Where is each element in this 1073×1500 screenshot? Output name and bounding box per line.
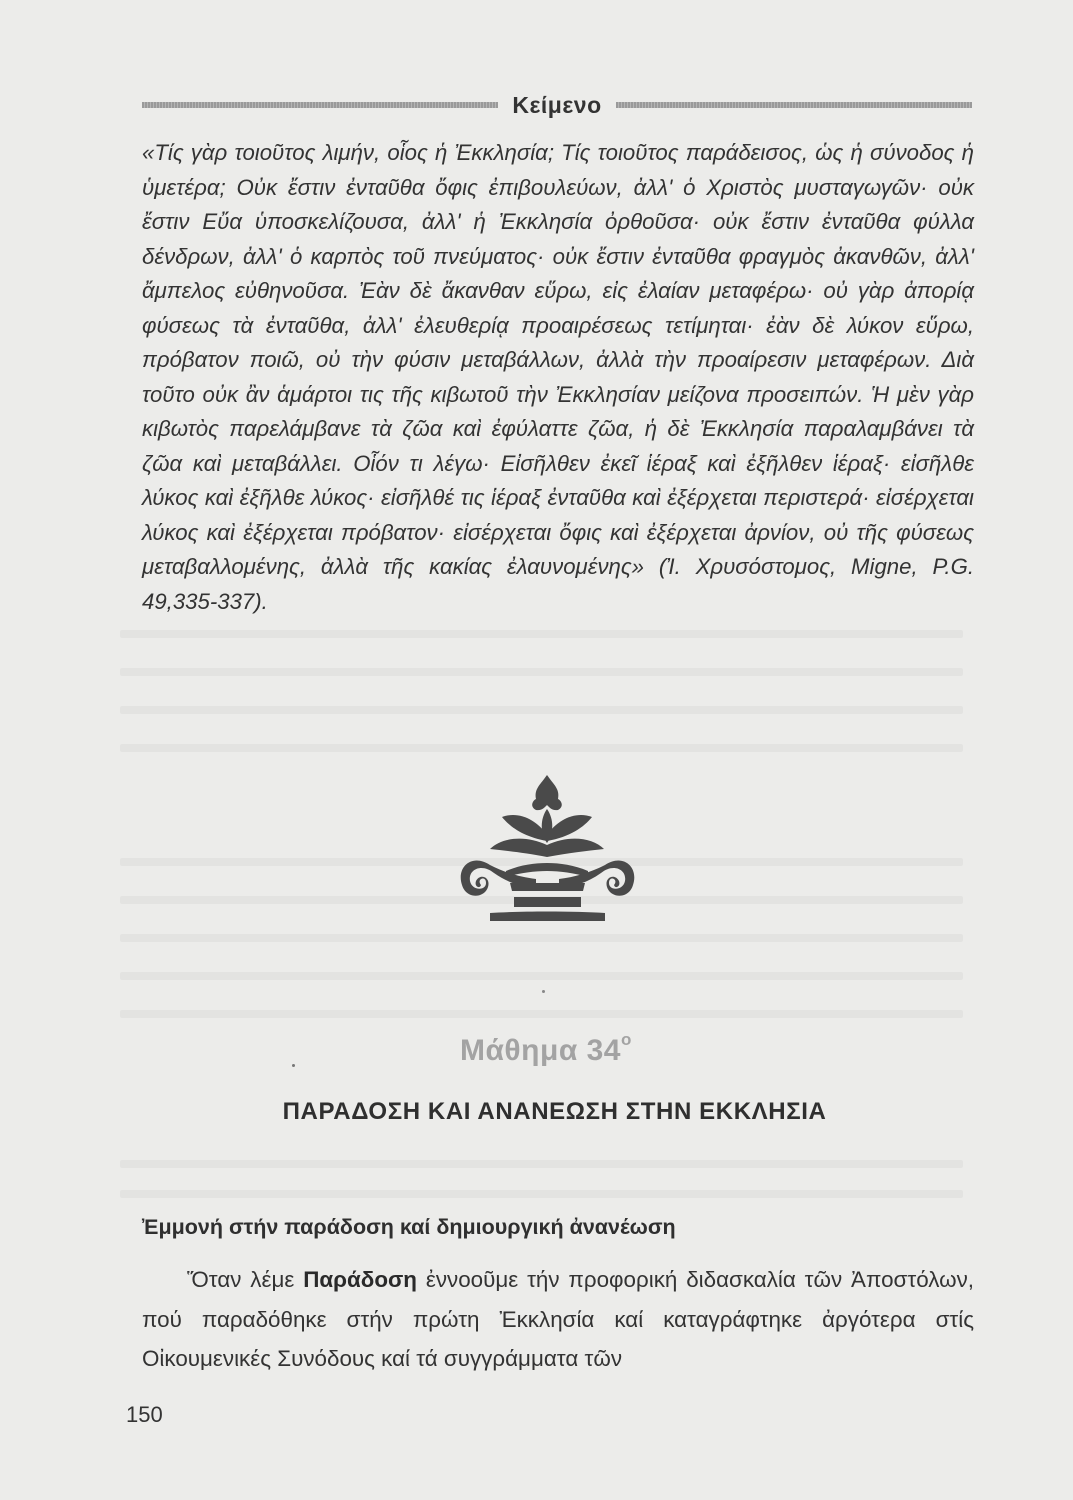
bleed-through-line — [120, 1010, 963, 1018]
para-rest: ἐννοοῦμε τήν προφορική διδασκαλία τῶν Ἀποστόλων, πού παραδόθηκε στήν πρώτη Ἐκκλησία καί καταγράφτηκε ἀργότερα στίς Οἰκουμενικές Συνόδους καί τά συγγράμματα τῶν — [142, 1267, 974, 1371]
chapter-title: ΠΑΡΑΔΟΣΗ ΚΑΙ ΑΝΑΝΕΩΣΗ ΣΤΗΝ ΕΚΚΛΗΣΙΑ — [282, 1098, 827, 1125]
para-term-tradition: Παράδοση — [303, 1267, 417, 1292]
body-paragraph — [142, 1260, 974, 1379]
bleed-through-line — [120, 744, 963, 752]
lesson-label: Μάθημα 34 — [460, 1034, 621, 1067]
section-header — [142, 88, 972, 122]
header-rule-left — [142, 102, 498, 108]
stray-dot — [542, 990, 545, 993]
chrysostom-quote: «Τίς γὰρ τοιοῦτος λιμήν, οἷος ἡ Ἐκκλησία; Τίς τοιοῦτος παράδεισος, ὡς ἡ σύνοδος ἡ ὑμετέρα; Οὐκ ἔστιν ἐνταῦθα ὄφις ἐπιβουλεύων, ἀλλ' ὁ Χριστὸς μυσταγωγῶν· οὐκ ἔστιν Εὔα ὑποσκελίζουσα, ἀλλ' ἡ Ἐκκλησία ὀρθοῦσα· οὐκ ἔστιν ἐνταῦθα φύλλα δένδρων, ἀλλ' ὁ καρπὸς τοῦ πνεύματος· οὐκ ἔστιν ἐνταῦθα φραγμὸς ἀκανθῶν, ἀλλ' ἄμπελος εὐθηνοῦσα. Ἐὰν δὲ ἄκανθαν εὕρω, εἰς ἐλαίαν μεταφέρω· οὐ γὰρ ἀπορίᾳ φύσεως τὰ ἐνταῦθα, ἀλλ' ἐλευθερίᾳ προαιρέσεως τετίμηται· ἐὰν δὲ λύκον εὕρω, πρόβατον ποιῶ, οὐ τὴν φύσιν μεταβάλλων, ἀλλὰ τὴν προαίρεσιν μεταφέρων. Διὰ τοῦτο οὐκ ἂν ἁμάρτοι τις τῆς κιβωτοῦ τὴν Ἐκκλησίαν μείζονα προσειπών. Ἡ μὲν γὰρ κιβωτὸς παρελάμβανε τὰ ζῶα καὶ ἐφύλαττε ζῶα, ἡ δὲ Ἐκκλησία παραλαμβάνει τὰ ζῶα καὶ μεταβάλλει. Οἷόν τι λέγω· Εἰσῆλθεν ἐκεῖ ἱέραξ καὶ ἐξῆλθεν ἱέραξ· εἰσῆλθε λύκος καὶ ἐξῆλθε λύκος· εἰσῆλθέ τις ἱέραξ ἐνταῦθα καὶ ἐξέρχεται περιστερά· εἰσέρχεται λύκος καὶ ἐξέρχεται πρόβατον· εἰσέρχεται ὄφις καὶ ἐξέρχεται ἀρνίον, οὐ τῆς φύσεως μεταβαλλομένης, ἀλλὰ τῆς κακίας ἐλαυνομένης» (Ἰ. Χρυσόστομος, Migne, P.G. 49,335-337). — [142, 140, 974, 614]
bleed-through-line — [120, 972, 963, 980]
palmette-ornament-icon — [450, 775, 645, 925]
stray-dot — [292, 1064, 295, 1067]
page-number: 150 — [126, 1402, 163, 1427]
bleed-through-line — [120, 934, 963, 942]
header-rule-right — [616, 102, 972, 108]
section-header-title: Κείμενο — [512, 91, 602, 118]
bleed-through-line — [120, 1160, 963, 1168]
bleed-through-line — [120, 630, 963, 638]
para-lead: Ὅταν λέμε — [187, 1267, 304, 1292]
bleed-through-line — [120, 668, 963, 676]
lesson-ordinal-suffix: ο — [620, 1030, 632, 1049]
bleed-through-line — [120, 706, 963, 714]
bleed-through-line — [120, 1190, 963, 1198]
lesson-number — [460, 1030, 660, 1068]
section-subheading: Ἐμμονή στήν παράδοση καί δημιουργική ἀνανέωση — [142, 1215, 676, 1239]
